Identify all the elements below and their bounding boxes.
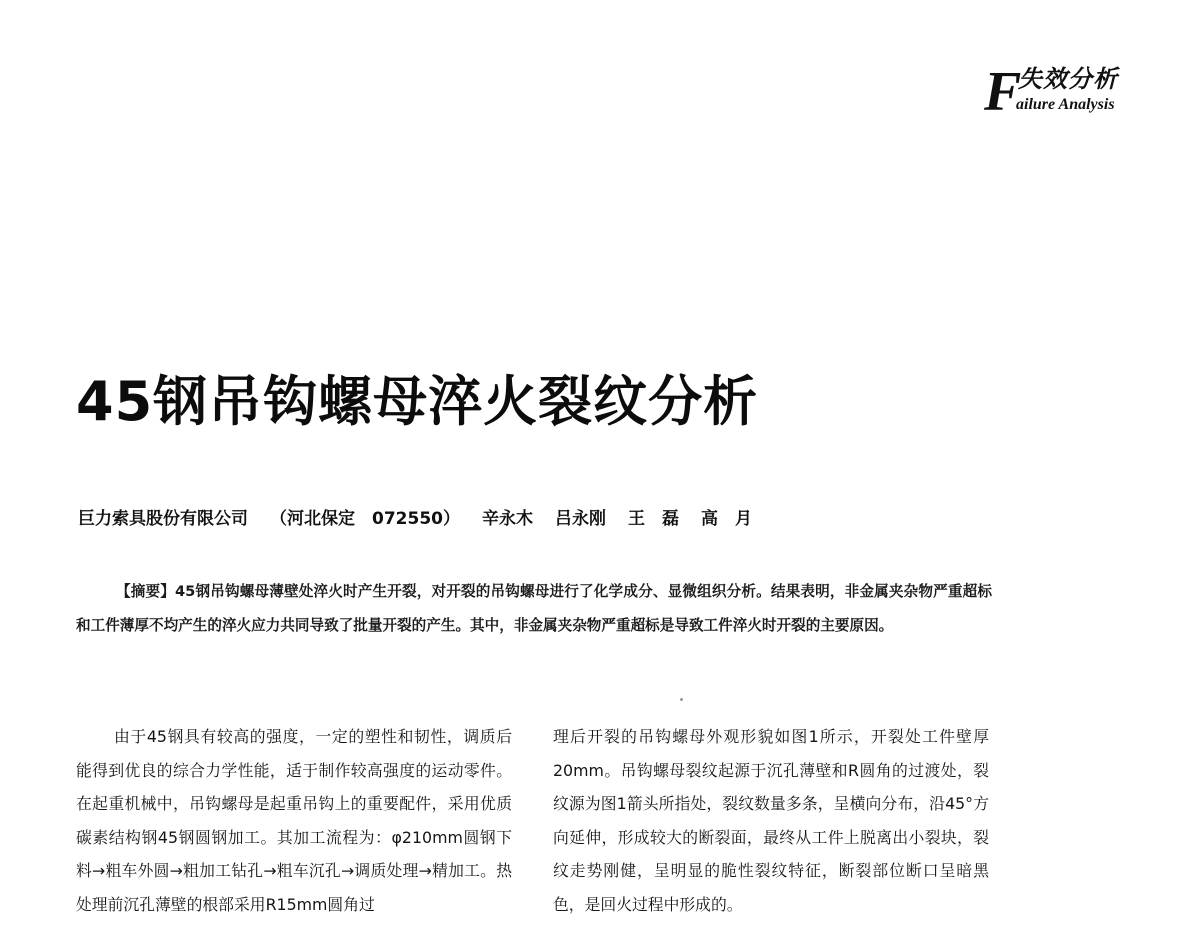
logo-section-english: ailure Analysis <box>1016 96 1115 113</box>
affiliation: 巨力索具股份有限公司 <box>78 509 248 529</box>
author-name: 王 磊 <box>627 509 679 529</box>
logo-section-chinese: 失效分析 <box>1018 65 1118 93</box>
abstract <box>76 575 992 643</box>
scan-speck <box>680 698 683 701</box>
author-name: 高 月 <box>700 509 752 529</box>
journal-section-logo <box>984 61 1144 124</box>
byline <box>78 506 774 532</box>
author-name: 辛永木 <box>481 509 533 529</box>
body-column-right: 理后开裂的吊钩螺母外观形貌如图1所示，开裂处工件壁厚20mm。吊钩螺母裂纹起源于沉孔薄壁和R圆角的过渡处，裂纹源为图1箭头所指处，裂纹数量多条，呈横向分布，沿45°方向延伸，形成较大的断裂面，最终从工件上脱离出小裂块，裂纹走势刚健，呈明显的脆性裂纹特征，断裂部位断口呈暗黑色，是回火过程中形成的。 <box>553 727 989 914</box>
abstract-text: 45钢吊钩螺母薄壁处淬火时产生开裂，对开裂的吊钩螺母进行了化学成分、显微组织分析。结果表明，非金属夹杂物严重超标和工件薄厚不均产生的淬火应力共同导致了批量开裂的产生。其中，非金属夹杂物严重超标是导致工件淬火时开裂的主要原因。 <box>76 583 992 634</box>
author-name: 吕永刚 <box>554 509 606 529</box>
logo-initial-letter: F <box>984 61 1022 123</box>
abstract-label: 【摘要】 <box>116 583 176 600</box>
body-column-left: 由于45钢具有较高的强度，一定的塑性和韧性，调质后能得到优良的综合力学性能，适于制作较高强度的运动零件。在起重机械中，吊钩螺母是起重吊钩上的重要配件，采用优质碳素结构钢45钢圆钢加工。其加工流程为：φ210mm圆钢下料→粗车外圆→粗加工钻孔→粗车沉孔→调质处理→精加工。热处理前沉孔薄壁的根部采用R15mm圆角过 <box>76 727 512 914</box>
location-postcode: （河北保定 072550） <box>270 509 460 529</box>
paper-title: 45钢吊钩螺母淬火裂纹分析 <box>76 370 759 433</box>
